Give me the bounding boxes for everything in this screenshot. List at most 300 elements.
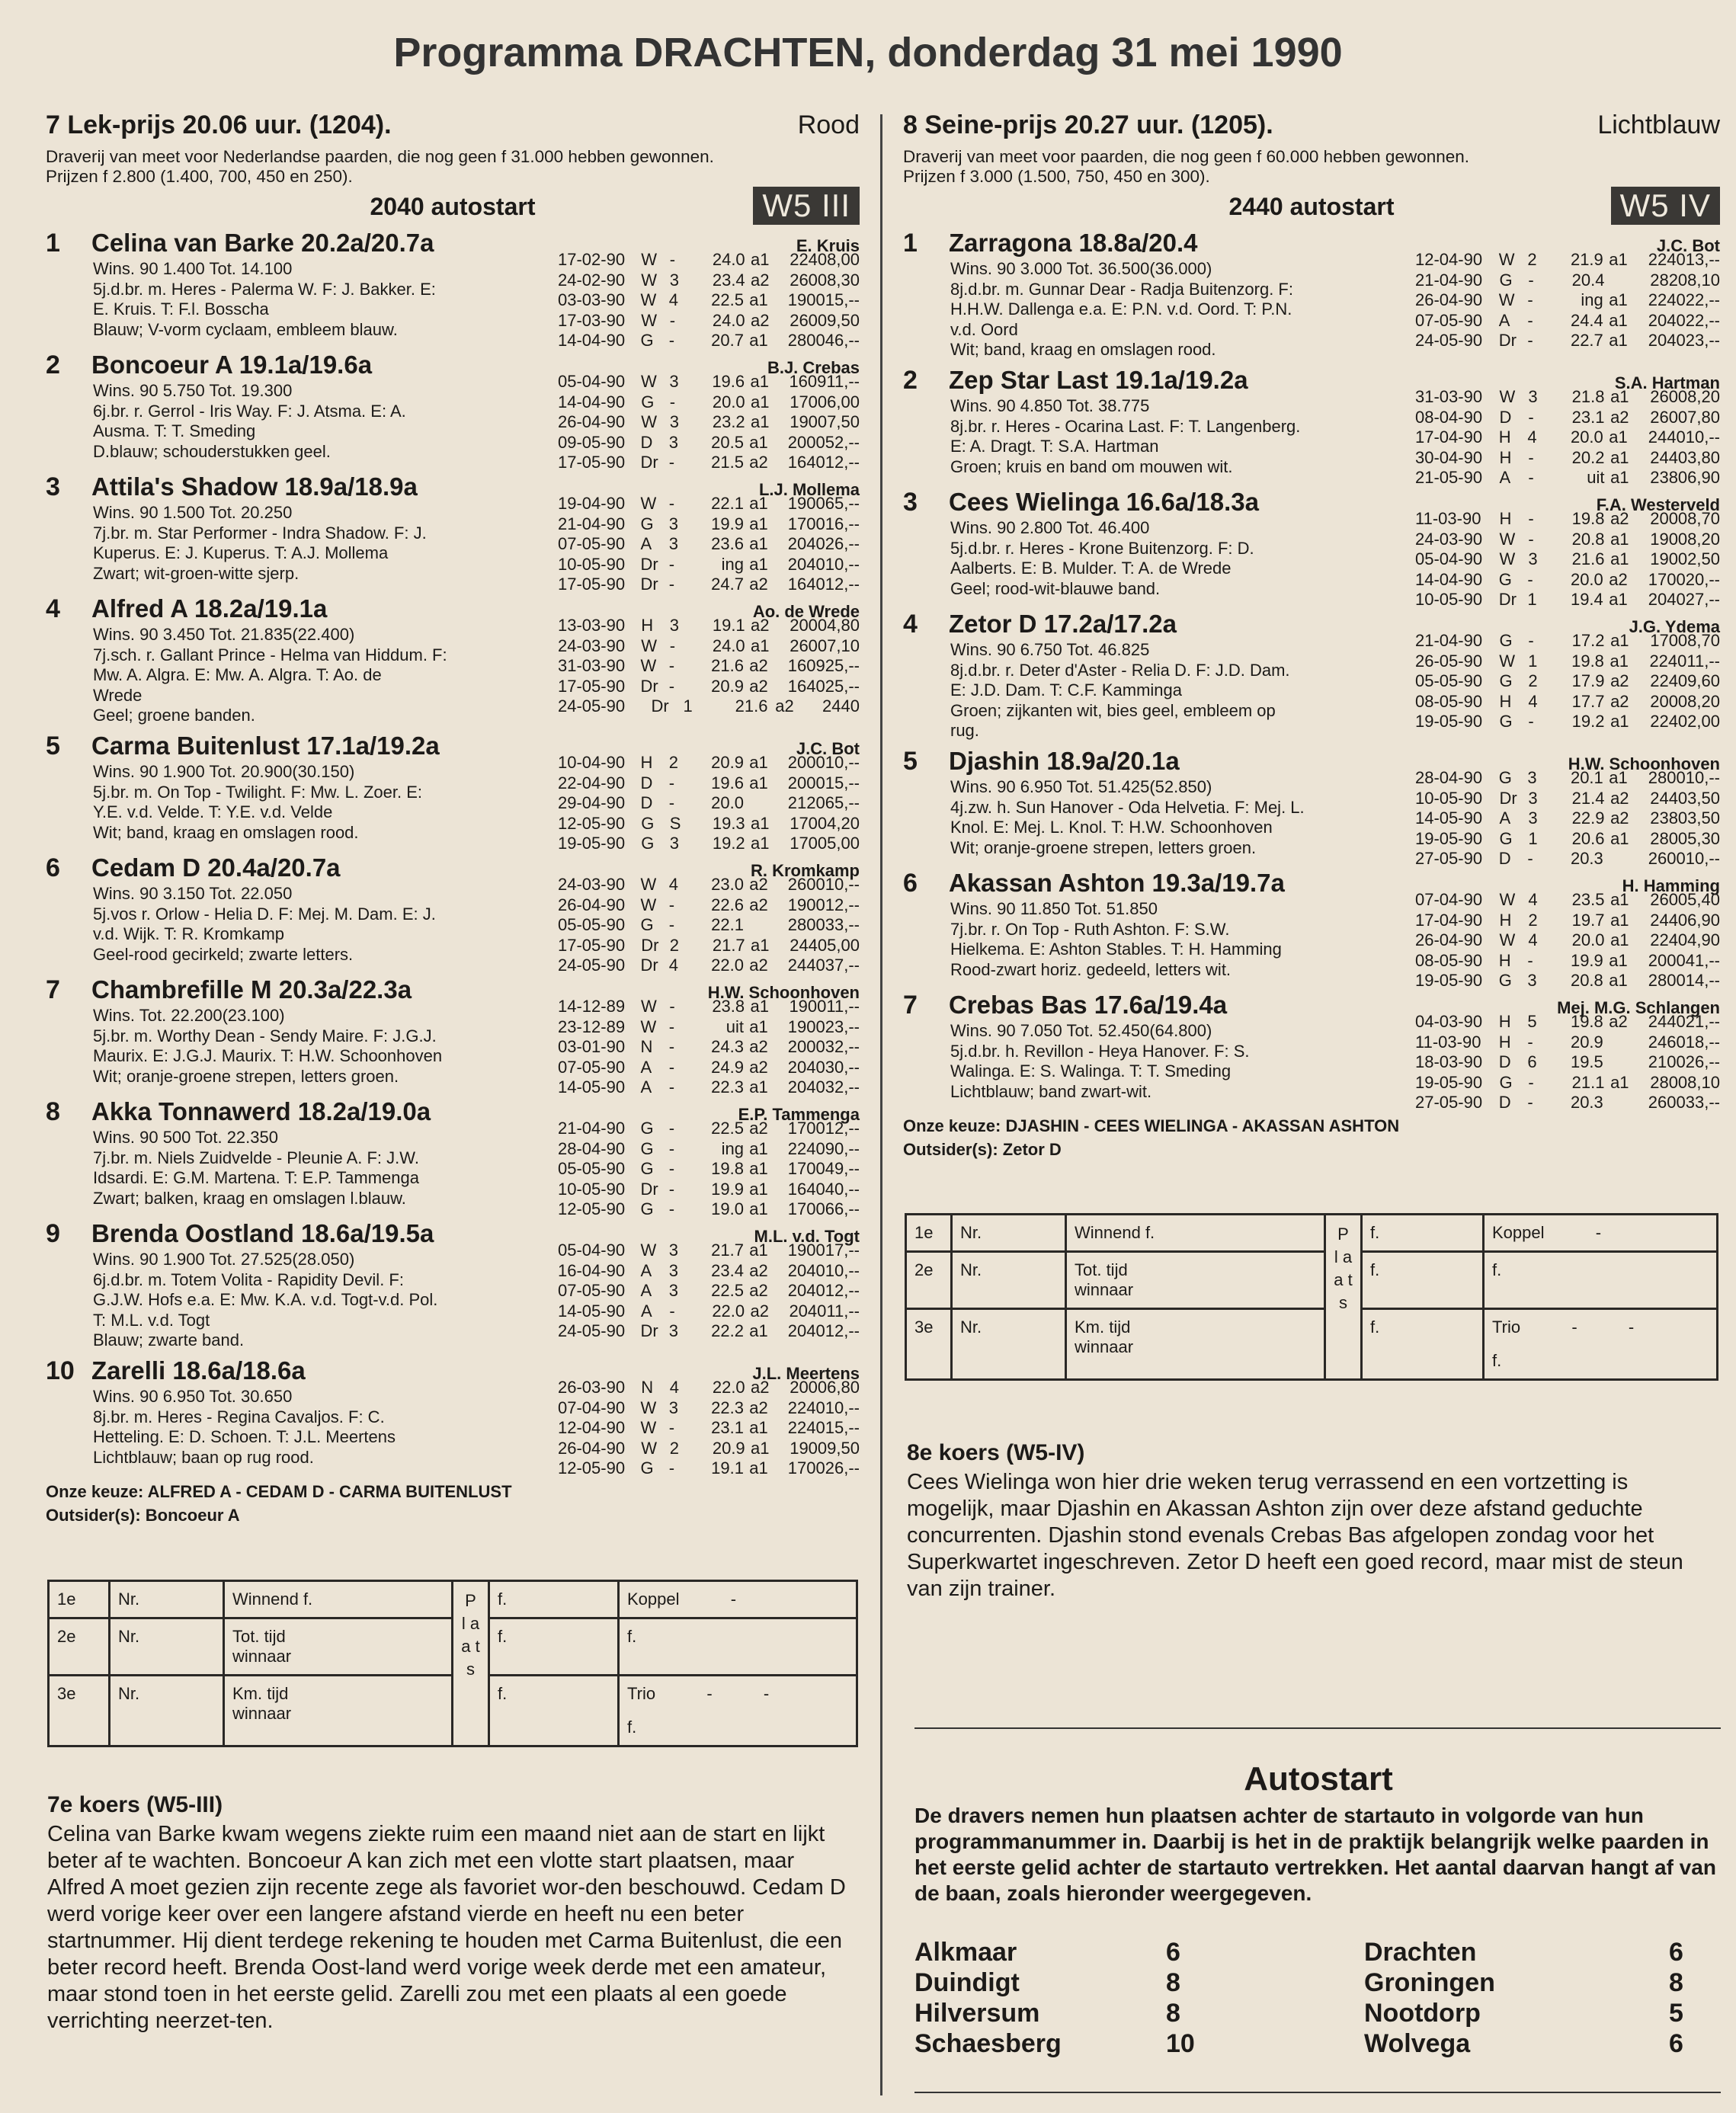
track-name: Wolvega bbox=[1364, 2029, 1471, 2058]
horse-info bbox=[93, 1128, 508, 1209]
horse-info-line: Geel; groene banden. bbox=[93, 706, 255, 725]
result-row bbox=[1415, 271, 1720, 291]
separator-line bbox=[914, 1727, 1721, 1729]
result-cell: 22.5 bbox=[711, 1281, 744, 1300]
result-row bbox=[558, 677, 860, 697]
horse-results bbox=[558, 997, 860, 1098]
result-cell: 26-04-90 bbox=[1415, 290, 1483, 309]
result-cell: 3 bbox=[668, 1321, 678, 1340]
result-cell: 09-05-90 bbox=[558, 432, 626, 452]
result-cell: D bbox=[1498, 849, 1511, 868]
result-cell: 19-05-90 bbox=[1415, 828, 1483, 848]
race-conditions: Draverij van meet voor Nederlandse paarden, die nog geen f 31.000 hebben gewonnen. Prijzen f 2.800 (1.400, 700, 450 en 250). bbox=[46, 147, 714, 186]
result-row bbox=[1415, 549, 1720, 570]
result-cell: W bbox=[1499, 387, 1516, 406]
horse-list bbox=[903, 229, 1720, 1113]
result-cell: 26-04-90 bbox=[558, 895, 626, 914]
koppel-f-field[interactable]: f. bbox=[1484, 1252, 1718, 1309]
result-cell: W bbox=[640, 290, 657, 309]
result-row bbox=[558, 555, 860, 575]
result-cell: 52,-- bbox=[825, 432, 860, 452]
result-cell: a1 bbox=[1610, 387, 1629, 406]
km-tijd-field[interactable]: Km. tijd winnaar bbox=[224, 1676, 453, 1746]
result-cell: 1900 bbox=[787, 494, 825, 513]
result-row bbox=[558, 636, 860, 657]
result-cell: 65,-- bbox=[825, 793, 860, 812]
plaats-field[interactable]: f. bbox=[1362, 1309, 1484, 1380]
horse-name: Brenda Oostland 18.6a/19.5a bbox=[91, 1219, 434, 1247]
result-cell: a1 bbox=[751, 636, 770, 655]
horse-info-line: Zwart; balken, kraag en omslagen l.blauw. bbox=[93, 1188, 406, 1208]
result-cell: 23,-- bbox=[825, 1016, 860, 1036]
result-cell: H bbox=[1498, 1012, 1511, 1031]
horse-info-line: Wins. 90 3.450 Tot. 21.835(22.400) bbox=[93, 625, 355, 644]
result-cell: a2 bbox=[749, 1260, 768, 1280]
result-cell: 9,60 bbox=[1687, 671, 1720, 690]
horse-info-line: H.H.W. Dallenga e.a. E: P.N. v.d. Oord. T: P.N. bbox=[950, 299, 1292, 319]
result-cell: 33,-- bbox=[1685, 1093, 1720, 1112]
result-cell: 18-03-90 bbox=[1415, 1052, 1483, 1071]
result-cell: 19-05-90 bbox=[1415, 1072, 1483, 1092]
bet-form-race-8 bbox=[905, 1213, 1718, 1381]
result-cell: a1 bbox=[749, 290, 768, 309]
horse-body bbox=[93, 616, 860, 725]
result-cell: - bbox=[668, 1138, 675, 1158]
result-cell: a2 bbox=[751, 1378, 770, 1397]
result-row bbox=[1415, 408, 1720, 428]
result-cell: 1900 bbox=[1650, 549, 1688, 568]
result-cell: 14-05-90 bbox=[558, 1077, 626, 1097]
result-cell: 22.5 bbox=[711, 290, 744, 309]
result-cell: D bbox=[1498, 1052, 1511, 1071]
horse-results bbox=[558, 1119, 860, 1220]
result-cell: a1 bbox=[1609, 651, 1629, 671]
trio-field[interactable]: Trio - - f. bbox=[619, 1676, 857, 1746]
horse-number: 7 bbox=[46, 975, 60, 1004]
horse-info bbox=[950, 259, 1366, 360]
nr-field[interactable]: Nr. bbox=[110, 1581, 224, 1618]
nr-field[interactable]: Nr. bbox=[110, 1618, 224, 1676]
result-cell: 05-04-90 bbox=[1415, 549, 1483, 568]
result-cell: 24-03-90 bbox=[1415, 529, 1483, 549]
result-cell: 21.8 bbox=[1571, 387, 1605, 406]
result-cell: 26-04-90 bbox=[558, 1438, 626, 1458]
result-cell: 23,-- bbox=[1685, 331, 1720, 350]
horse-name: Akka Tonnawerd 18.2a/19.0a bbox=[91, 1097, 431, 1125]
result-cell: Dr bbox=[640, 676, 658, 696]
horse-results bbox=[1415, 250, 1720, 351]
horse-info-line: G.J.W. Hofs e.a. E: Mw. K.A. v.d. Togt-v.d. Pol. bbox=[93, 1290, 438, 1309]
horse-info-line: Y.E. v.d. Velde. T: Y.E. v.d. Velde bbox=[93, 802, 333, 821]
horse-number: 2 bbox=[903, 366, 918, 395]
result-row bbox=[558, 1199, 860, 1220]
result-cell: 2000 bbox=[1650, 691, 1688, 711]
horse-number: 6 bbox=[46, 853, 60, 882]
result-cell: 18,-- bbox=[1685, 1032, 1720, 1052]
result-cell: 1700 bbox=[790, 392, 828, 411]
trio-field[interactable]: Trio - - f. bbox=[1484, 1309, 1718, 1380]
koppel-field[interactable]: Koppel - bbox=[619, 1581, 857, 1618]
result-cell: 2040 bbox=[787, 1057, 825, 1077]
horse-name: Carma Buitenlust 17.1a/19.2a bbox=[91, 732, 440, 760]
horse-info-line: Geel; rood-wit-blauwe band. bbox=[950, 578, 1161, 598]
result-cell: 1640 bbox=[787, 575, 825, 594]
horse-info-line: Geel-rood gecirkeld; zwarte letters. bbox=[93, 944, 354, 964]
result-cell: 19.8 bbox=[711, 1159, 744, 1178]
result-cell: 12-04-90 bbox=[558, 1418, 626, 1437]
result-cell: 2000 bbox=[787, 432, 825, 452]
result-cell: 10-04-90 bbox=[558, 753, 626, 772]
result-cell: 3 bbox=[668, 1281, 678, 1300]
plaats-field[interactable]: f. bbox=[489, 1618, 619, 1676]
result-cell: 20.9 bbox=[711, 753, 744, 772]
horse-info-line: Wins. 90 5.750 Tot. 19.300 bbox=[93, 381, 293, 400]
result-cell: D bbox=[640, 432, 653, 452]
result-cell: 2000 bbox=[790, 1378, 828, 1397]
result-cell: 4,90 bbox=[1687, 930, 1720, 949]
result-cell: Dr bbox=[640, 453, 658, 472]
horse-info-line: Idsardi. E: G.M. Martena. T: E.P. Tammenga bbox=[93, 1168, 419, 1187]
result-cell: 2440 bbox=[1650, 788, 1688, 808]
result-cell: 19-05-90 bbox=[558, 834, 626, 853]
result-cell: 2040 bbox=[787, 1077, 825, 1097]
result-cell: 10,-- bbox=[825, 1260, 860, 1280]
result-cell: 24.0 bbox=[712, 310, 745, 330]
result-row bbox=[558, 494, 860, 514]
result-cell: 30,-- bbox=[825, 1057, 860, 1077]
horse-entry bbox=[903, 488, 1720, 610]
result-cell: 6,90 bbox=[1687, 910, 1720, 930]
horse-info-line: E: J.D. Dam. T: C.F. Kamminga bbox=[950, 680, 1183, 700]
result-cell: - bbox=[669, 310, 676, 330]
result-cell: a1 bbox=[749, 1241, 768, 1260]
result-cell: - bbox=[669, 1301, 675, 1321]
result-cell: - bbox=[668, 1199, 675, 1218]
result-cell: 12-05-90 bbox=[558, 1199, 626, 1218]
result-cell: W bbox=[640, 1397, 657, 1417]
result-cell: 2440 bbox=[1650, 447, 1688, 467]
horse-results bbox=[558, 875, 860, 976]
result-row bbox=[1415, 468, 1720, 488]
result-cell: 3 bbox=[668, 1260, 678, 1280]
result-cell: - bbox=[668, 1016, 675, 1036]
horse-number: 1 bbox=[46, 229, 60, 258]
horse-entry bbox=[46, 229, 860, 351]
result-cell: - bbox=[1528, 509, 1534, 528]
race-header bbox=[46, 110, 860, 147]
horse-info bbox=[950, 518, 1366, 599]
result-cell: A bbox=[640, 1260, 652, 1280]
result-cell: 16-04-90 bbox=[558, 1260, 626, 1280]
result-cell: 20.6 bbox=[1571, 828, 1605, 848]
horse-info-line: Kuperus. E: J. Kuperus. T: A.J. Mollema bbox=[93, 543, 389, 562]
result-cell: a1 bbox=[1610, 631, 1629, 650]
result-cell: a1 bbox=[1609, 250, 1628, 269]
result-row bbox=[558, 915, 860, 936]
result-row bbox=[558, 1077, 860, 1098]
result-row bbox=[558, 1180, 860, 1200]
result-cell: a2 bbox=[751, 616, 770, 635]
result-cell: 19-05-90 bbox=[1415, 712, 1483, 731]
horse-info-line: 8j.br. r. Heres - Ocarina Last. F: T. Langenberg. bbox=[950, 416, 1301, 436]
winnend-field[interactable]: Winnend f. bbox=[1066, 1215, 1325, 1252]
result-cell: ing bbox=[721, 1138, 744, 1158]
result-cell: 2000 bbox=[1650, 509, 1688, 528]
horse-body bbox=[950, 890, 1720, 991]
result-cell: 3 bbox=[669, 616, 679, 635]
result-row bbox=[558, 250, 860, 271]
result-cell: - bbox=[668, 494, 675, 513]
result-cell: 07-05-90 bbox=[558, 1057, 626, 1077]
result-cell: a1 bbox=[1610, 930, 1629, 949]
result-cell: 3 bbox=[668, 432, 678, 452]
result-cell: a1 bbox=[751, 834, 770, 853]
result-cell: a1 bbox=[749, 1016, 768, 1036]
result-row bbox=[1415, 570, 1720, 591]
result-cell: 21,-- bbox=[1685, 1012, 1720, 1031]
result-cell: 23.5 bbox=[1571, 890, 1605, 909]
result-cell: H bbox=[1499, 910, 1512, 930]
result-cell: 65,-- bbox=[825, 494, 860, 513]
race-title: 7 Lek-prijs 20.06 uur. (1204). bbox=[46, 110, 392, 139]
result-cell: 2040 bbox=[1648, 590, 1686, 609]
horse-info-line: Hielkema. E: Ashton Stables. T: H. Hamming bbox=[950, 940, 1282, 959]
result-row bbox=[1415, 911, 1720, 931]
tot-tijd-field[interactable]: Tot. tijd winnaar bbox=[224, 1618, 453, 1676]
result-cell: a2 bbox=[749, 575, 768, 594]
koppel-f-field[interactable]: f. bbox=[619, 1618, 857, 1676]
horse-trainer: J.C. Bot bbox=[796, 739, 860, 758]
result-cell: 20.0 bbox=[711, 793, 744, 812]
result-cell: 2800 bbox=[787, 331, 825, 350]
result-cell: 20.9 bbox=[711, 676, 744, 696]
result-cell: a2 bbox=[1610, 671, 1629, 690]
result-cell: 14-12-89 bbox=[558, 997, 626, 1016]
result-cell: 1700 bbox=[1648, 569, 1686, 589]
result-row bbox=[1415, 590, 1720, 610]
result-cell: 07-04-90 bbox=[1415, 890, 1483, 909]
track-count: 8 bbox=[1166, 1968, 1180, 1997]
result-cell: 90,-- bbox=[825, 1138, 860, 1158]
track-name: Drachten bbox=[1364, 1938, 1477, 1967]
koppel-field[interactable]: Koppel - bbox=[1484, 1215, 1718, 1252]
result-row bbox=[1415, 530, 1720, 550]
result-cell: - bbox=[668, 895, 675, 914]
result-cell: 1900 bbox=[787, 290, 825, 309]
result-cell: W bbox=[641, 1438, 657, 1458]
result-cell: - bbox=[668, 1418, 675, 1437]
result-row bbox=[1415, 331, 1720, 351]
nr-field[interactable]: Nr. bbox=[110, 1676, 224, 1746]
result-cell: - bbox=[1528, 447, 1534, 467]
horse-info-line: Maurix. E: J.G.J. Maurix. T: H.W. Schoonhoven bbox=[93, 1046, 443, 1065]
result-cell: D bbox=[640, 793, 653, 812]
plaats-field[interactable]: f. bbox=[489, 1581, 619, 1618]
result-cell: a1 bbox=[1610, 529, 1629, 549]
horse-name: Akassan Ashton 19.3a/19.7a bbox=[949, 869, 1285, 897]
result-cell: W bbox=[641, 250, 657, 269]
result-cell: 27,-- bbox=[1685, 590, 1720, 609]
result-cell: 2240 bbox=[787, 1138, 825, 1158]
result-cell: 3 bbox=[1528, 788, 1538, 808]
horse-info-line: v.d. Wijk. T: R. Kromkamp bbox=[93, 924, 285, 943]
result-row bbox=[558, 412, 860, 433]
result-cell: 2 bbox=[1528, 910, 1538, 930]
result-cell: W bbox=[641, 412, 657, 431]
horse-name: Zep Star Last 19.1a/19.2a bbox=[949, 366, 1248, 394]
horse-info-line: Wins. 90 3.000 Tot. 36.500(36.000) bbox=[950, 259, 1212, 278]
result-row bbox=[1415, 829, 1720, 850]
result-cell: a2 bbox=[749, 1037, 768, 1056]
result-cell: 40,-- bbox=[825, 1179, 860, 1199]
result-cell: 21-04-90 bbox=[558, 514, 626, 533]
result-cell: 8,30 bbox=[827, 270, 860, 290]
result-cell: 23.1 bbox=[711, 1418, 744, 1437]
result-cell: a2 bbox=[1609, 1012, 1628, 1031]
horse-body bbox=[950, 631, 1720, 740]
nr-field[interactable]: Nr. bbox=[952, 1309, 1066, 1380]
result-cell: 3 bbox=[1527, 971, 1537, 990]
result-cell: 11-03-90 bbox=[1415, 509, 1481, 528]
result-cell: 2440 bbox=[787, 956, 825, 975]
result-cell: 20.2 bbox=[1571, 447, 1605, 467]
result-cell: W bbox=[640, 875, 657, 894]
result-cell: Dr bbox=[640, 554, 658, 574]
horse-info bbox=[950, 396, 1366, 477]
horse-info-line: 5j.d.br. r. Heres - Krone Buitenzorg. F: D. bbox=[950, 538, 1254, 558]
horse-info bbox=[93, 1387, 508, 1468]
horse-info-line: Wins. 90 6.950 Tot. 51.425(52.850) bbox=[950, 777, 1212, 796]
horse-trainer: S.A. Hartman bbox=[1614, 373, 1720, 392]
column-divider bbox=[880, 114, 882, 2095]
result-cell: 2800 bbox=[787, 915, 825, 934]
result-cell: W bbox=[641, 310, 657, 330]
result-cell: 20.8 bbox=[1571, 529, 1605, 549]
result-cell: - bbox=[669, 392, 676, 411]
autostart-title: Autostart bbox=[1244, 1760, 1393, 1798]
place-label: 1e bbox=[49, 1581, 110, 1618]
result-cell: 03-03-90 bbox=[558, 290, 626, 309]
horse-info bbox=[950, 1021, 1366, 1102]
autostart-body: De dravers nemen hun plaatsen achter de startauto in volgorde van hun programmanummer in. Daarbij is het in de praktijk belangrijk welke paarden in het eerste gelid achter de startauto vertrekken. Het aantal daarvan hangt af van de baan, zoals hieronder weergegeven. bbox=[914, 1804, 1716, 1905]
result-cell: 24-03-90 bbox=[558, 875, 626, 894]
result-row bbox=[558, 956, 860, 976]
place-label: 2e bbox=[906, 1252, 952, 1309]
result-cell: 2600 bbox=[1650, 387, 1688, 406]
horse-info-line: Wins. Tot. 22.200(23.100) bbox=[93, 1006, 285, 1025]
result-cell: G bbox=[1498, 971, 1512, 990]
commentary-body: Celina van Barke kwam wegens ziekte ruim een maand niet aan de start en lijkt beter af te wachten. Boncoeur A kan zich met een vlotte start plaatsen, maar Alfred A moet gezien zijn recente zege als favoriet wor-den beschouwd. Cedam D werd vorige keer over een langere afstand vierde en heeft nu een beter startnummer. Hij dient terdege rekening te houden met Carma Buitenlust, die een beter record heeft. Brenda Oost-land werd vorige week derde met een amateur, maar stond toen in het eerste gelid. Zarelli zou met een plaats al een goede verrichting neerzet-ten. bbox=[47, 1822, 846, 2033]
result-cell: 24.4 bbox=[1570, 310, 1603, 330]
result-cell: a2 bbox=[750, 1301, 769, 1321]
result-cell: 2040 bbox=[1648, 331, 1686, 350]
result-cell: - bbox=[668, 1159, 675, 1178]
result-row bbox=[1415, 290, 1720, 311]
result-row bbox=[558, 773, 860, 794]
our-choice: Onze keuze: ALFRED A - CEDAM D - CARMA BUITENLUST bbox=[46, 1482, 512, 1501]
winnend-field[interactable]: Winnend f. bbox=[224, 1581, 453, 1618]
result-cell: N bbox=[641, 1378, 654, 1397]
plaats-field[interactable]: f. bbox=[1362, 1215, 1484, 1252]
result-cell: a1 bbox=[749, 1179, 768, 1199]
result-cell: 2 bbox=[669, 1438, 679, 1458]
horse-info-line: rug. bbox=[950, 721, 979, 740]
result-row bbox=[558, 1321, 860, 1342]
horse-body bbox=[950, 387, 1720, 488]
result-cell: - bbox=[669, 997, 675, 1016]
place-label: 1e bbox=[906, 1215, 952, 1252]
result-cell: 4 bbox=[668, 956, 678, 975]
result-cell: a1 bbox=[750, 997, 769, 1016]
result-cell: 2600 bbox=[787, 875, 825, 894]
km-tijd-field[interactable]: Km. tijd winnaar bbox=[1066, 1309, 1325, 1380]
result-cell: 05-05-90 bbox=[1415, 671, 1483, 690]
plaats-field[interactable]: f. bbox=[1362, 1252, 1484, 1309]
horse-trainer: H. Hamming bbox=[1622, 876, 1720, 895]
result-cell: 2600 bbox=[1650, 890, 1688, 909]
result-cell: 12-05-90 bbox=[558, 1458, 626, 1477]
track-name: Duindigt bbox=[914, 1968, 1020, 1997]
horse-number: 9 bbox=[46, 1219, 60, 1248]
result-cell: 10-05-90 bbox=[558, 554, 626, 574]
result-cell: 1640 bbox=[787, 1179, 825, 1199]
result-cell: 2600 bbox=[790, 270, 828, 290]
tot-tijd-field[interactable]: Tot. tijd winnaar bbox=[1066, 1252, 1325, 1309]
place-label: 3e bbox=[906, 1309, 952, 1380]
result-cell: 21.5 bbox=[711, 453, 744, 472]
result-cell: 2 bbox=[669, 935, 679, 955]
result-cell: 22.1 bbox=[711, 494, 744, 513]
horse-info-line: Wins. 90 1.900 Tot. 27.525(28.050) bbox=[93, 1250, 355, 1269]
result-cell: - bbox=[668, 676, 675, 696]
race-header bbox=[903, 110, 1720, 147]
result-row bbox=[1415, 250, 1720, 271]
result-cell: - bbox=[668, 453, 675, 472]
result-cell: 20.3 bbox=[1570, 1093, 1603, 1112]
result-row bbox=[1415, 890, 1720, 911]
plaats-field[interactable]: f. bbox=[489, 1676, 619, 1746]
result-cell: 20.3 bbox=[1570, 849, 1603, 868]
result-cell: 20.4 bbox=[1571, 270, 1605, 290]
result-cell: 2800 bbox=[1650, 1072, 1688, 1092]
result-cell: 21.1 bbox=[1571, 1072, 1605, 1092]
result-cell: 2000 bbox=[787, 773, 825, 792]
result-cell: G bbox=[640, 1159, 654, 1178]
result-cell: 24.7 bbox=[711, 575, 744, 594]
result-cell: 13,-- bbox=[1685, 250, 1720, 269]
nr-field[interactable]: Nr. bbox=[952, 1215, 1066, 1252]
result-cell: W bbox=[641, 270, 657, 290]
result-cell: 22.0 bbox=[712, 1378, 745, 1397]
race-badge: W5 IV bbox=[1611, 187, 1720, 225]
nr-field[interactable]: Nr. bbox=[952, 1252, 1066, 1309]
result-cell: - bbox=[1528, 407, 1534, 427]
result-cell: uit bbox=[725, 1016, 744, 1036]
result-cell: 22.0 bbox=[711, 956, 744, 975]
result-cell: 21-04-90 bbox=[558, 1119, 626, 1138]
result-row bbox=[558, 616, 860, 636]
result-cell: a1 bbox=[1610, 447, 1629, 467]
horse-name: Alfred A 18.2a/19.1a bbox=[91, 594, 328, 623]
result-cell: G bbox=[1498, 768, 1512, 787]
horse-entry bbox=[46, 1097, 860, 1219]
result-cell: 3 bbox=[669, 270, 679, 290]
result-cell: W bbox=[640, 372, 657, 391]
result-cell: 20.8 bbox=[1570, 971, 1603, 990]
horse-name: Celina van Barke 20.2a/20.7a bbox=[91, 229, 434, 257]
track-count: 8 bbox=[1166, 1999, 1180, 2028]
result-row bbox=[558, 1301, 860, 1322]
